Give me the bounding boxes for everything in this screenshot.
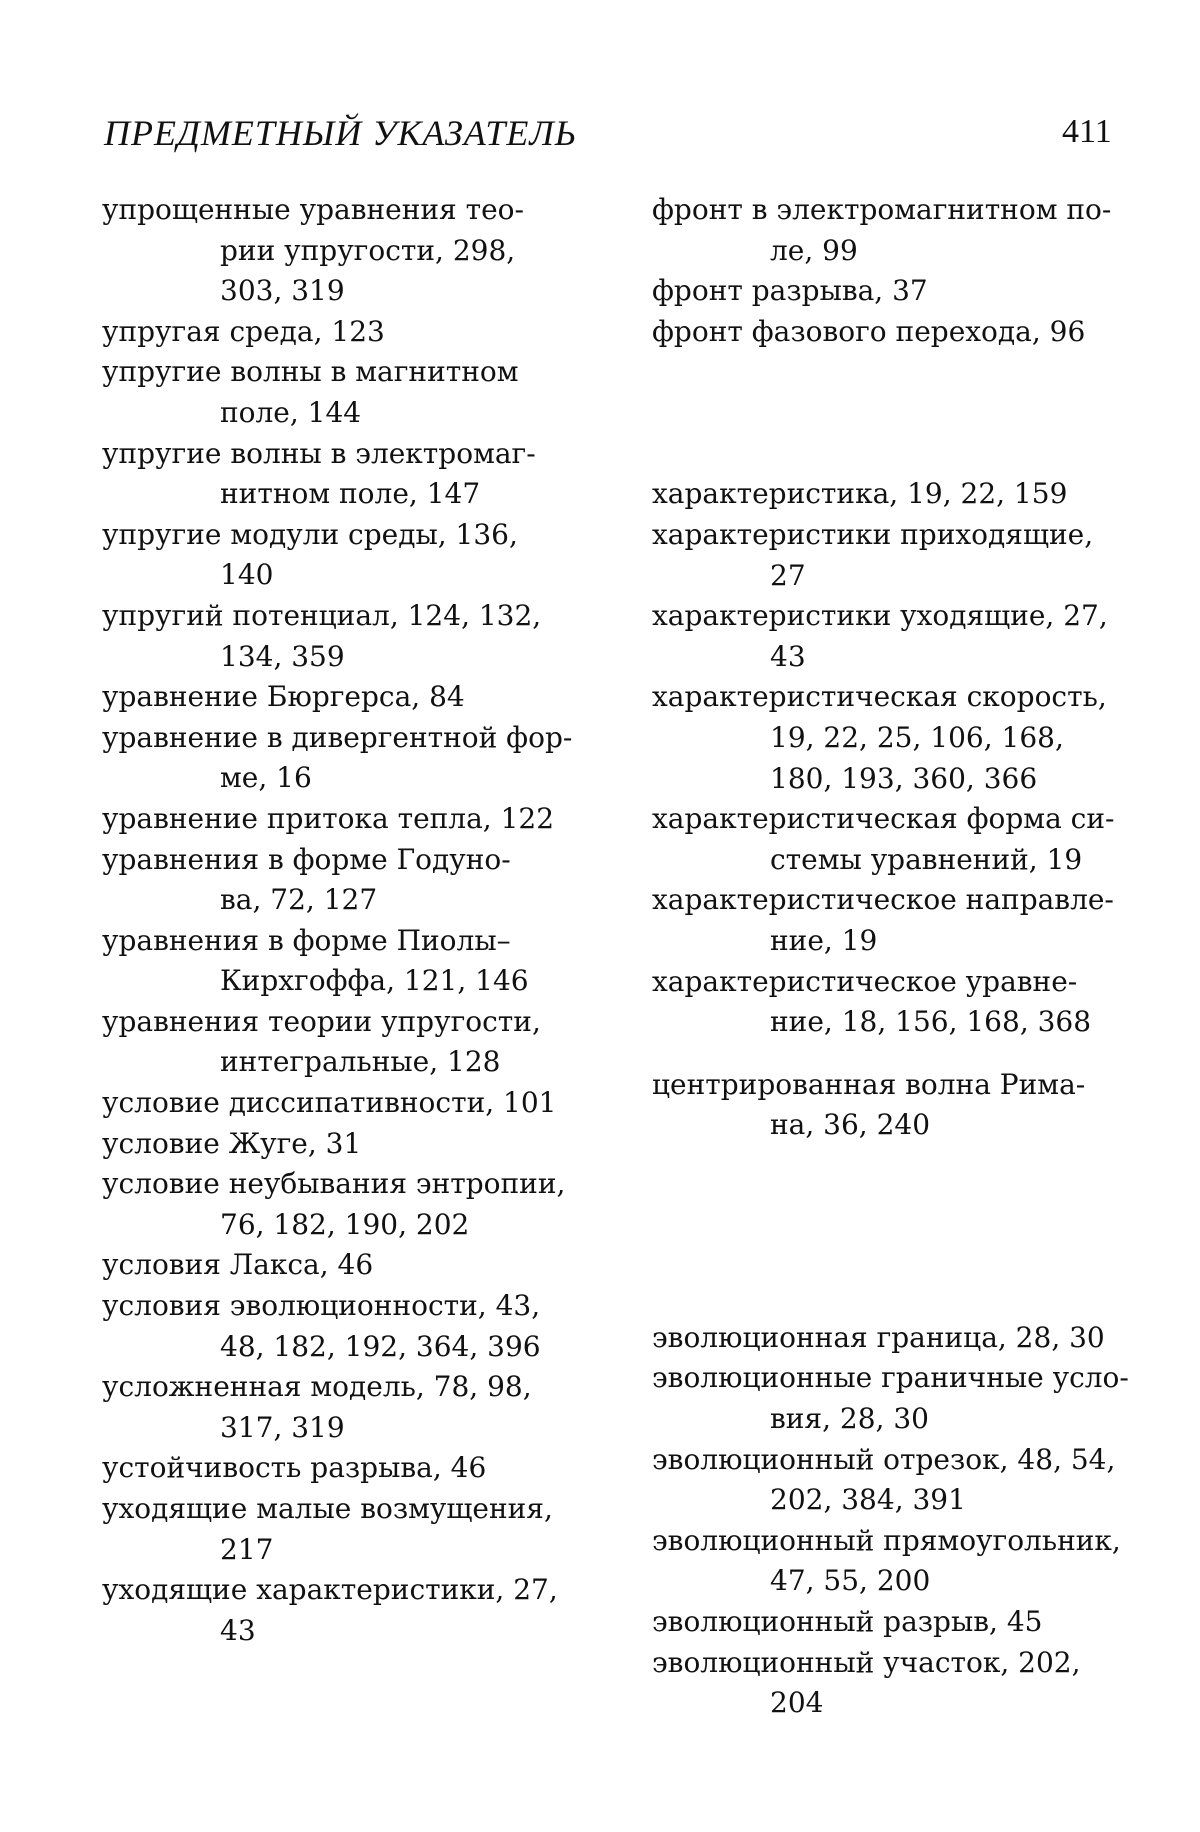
index-entry: [652, 596, 1132, 677]
index-entry-continuation: 204: [770, 1686, 824, 1720]
group-spacer: [652, 1043, 1132, 1065]
index-entry: [652, 1065, 1132, 1146]
index-entry-heading: условие Жуге, 31: [102, 1126, 362, 1160]
index-entry-heading: эволюционные граничные усло-: [652, 1361, 1129, 1395]
index-group-f: [652, 190, 1132, 352]
index-entry: [652, 312, 1132, 353]
index-entry-heading: уходящие характеристики, 27,: [102, 1573, 558, 1607]
index-entry-heading: эволюционный участок, 202,: [652, 1645, 1081, 1679]
index-entry-heading: эволюционный прямоугольник,: [652, 1523, 1121, 1557]
index-entry-continuation: Кирхгоффа, 121, 146: [220, 964, 529, 998]
index-entry-heading: упругие модули среды, 136,: [102, 517, 518, 551]
index-entry-heading: упругая среда, 123: [102, 314, 385, 348]
index-entry-heading: эволюционная граница, 28, 30: [652, 1320, 1105, 1354]
group-spacer: [652, 1146, 1132, 1318]
index-entry: [102, 921, 572, 1002]
index-entry-heading: уходящие малые возмущения,: [102, 1492, 553, 1525]
index-entry-heading: упругие волны в электромаг-: [102, 436, 536, 470]
index-entry: [102, 312, 572, 353]
index-entry-continuation: 317, 319: [220, 1410, 345, 1444]
index-entry: [652, 677, 1132, 799]
index-entry-continuation: интегральные, 128: [220, 1045, 501, 1079]
index-entry-heading: уравнения в форме Годуно-: [102, 842, 511, 876]
index-entry-continuation: ме, 16: [220, 761, 312, 795]
index-entry: [652, 1643, 1132, 1724]
index-group-e: [652, 1318, 1132, 1724]
index-entry: [652, 1358, 1132, 1439]
index-entry-heading: усложненная модель, 78, 98,: [102, 1370, 532, 1404]
index-entry: [652, 1521, 1132, 1602]
index-entry: [102, 1570, 572, 1651]
index-entry-heading: устойчивость разрыва, 46: [102, 1451, 487, 1485]
index-entry-heading: характеристическое уравне-: [652, 964, 1078, 998]
index-entry-heading: уравнение Бюргерса, 84: [102, 680, 465, 714]
index-entry-continuation: поле, 144: [220, 395, 362, 429]
index-entry: [102, 352, 572, 433]
index-entry: [102, 1124, 572, 1165]
index-entry: [102, 1002, 572, 1083]
index-entry-heading: характеристическая скорость,: [652, 680, 1107, 714]
index-entry-heading: фронт фазового перехода, 96: [652, 314, 1086, 348]
index-entry-continuation: ние, 18, 156, 168, 368: [770, 1005, 1092, 1039]
index-entry: [102, 840, 572, 921]
index-entry-heading: условия эволюционности, 43,: [102, 1289, 541, 1323]
index-entry-continuation: нитном поле, 147: [220, 477, 481, 511]
index-entry-heading: условие неубывания энтропии,: [102, 1167, 566, 1201]
index-entry-heading: фронт в электромагнитном по-: [652, 193, 1112, 226]
index-entry-heading: упругий потенциал, 124, 132,: [102, 598, 542, 632]
index-entry-continuation: ле, 99: [770, 233, 858, 267]
index-entry-heading: условия Лакса, 46: [102, 1248, 374, 1282]
index-entry-heading: эволюционный отрезок, 48, 54,: [652, 1442, 1116, 1476]
index-entry: [102, 799, 572, 840]
index-group-h: [652, 474, 1132, 1042]
index-entry-heading: уравнения в форме Пиолы–: [102, 923, 511, 957]
index-entry-continuation: 47, 55, 200: [770, 1564, 931, 1598]
index-entry-heading: условие диссипативности, 101: [102, 1086, 557, 1120]
index-entry-heading: характеристическая форма си-: [652, 802, 1115, 836]
index-entry-continuation: 217: [220, 1532, 274, 1566]
index-entry: [102, 1286, 572, 1367]
index-entry-heading: уравнения теории упругости,: [102, 1004, 541, 1038]
index-entry: [102, 1489, 572, 1570]
index-entry: [102, 1448, 572, 1489]
index-entry: [102, 677, 572, 718]
page-number: 411: [1062, 113, 1112, 150]
index-entry-heading: характеристическое направле-: [652, 883, 1114, 917]
index-entry: [102, 1367, 572, 1448]
index-entry-continuation: 48, 182, 192, 364, 396: [220, 1329, 541, 1363]
index-entry: [102, 515, 572, 596]
index-entry-heading: характеристики уходящие, 27,: [652, 599, 1108, 633]
index-entry: [652, 1602, 1132, 1643]
index-entry: [652, 474, 1132, 515]
index-entry-continuation: 43: [220, 1613, 256, 1647]
index-entry-continuation: 43: [770, 639, 806, 673]
index-entry: [652, 515, 1132, 596]
index-entry: [652, 962, 1132, 1043]
index-entry: [102, 434, 572, 515]
index-entry-heading: центрированная волна Рима-: [652, 1067, 1086, 1101]
index-entry: [102, 596, 572, 677]
index-entry-continuation: вия, 28, 30: [770, 1402, 929, 1436]
group-spacer: [652, 352, 1132, 474]
index-entry: [652, 271, 1132, 312]
index-group-c: [652, 1065, 1132, 1146]
index-column-right: [652, 190, 1132, 1724]
index-entry-heading: уравнение притока тепла, 122: [102, 801, 555, 835]
index-entry-continuation: ние, 19: [770, 923, 878, 957]
index-entry: [652, 880, 1132, 961]
index-entry-heading: фронт разрыва, 37: [652, 274, 928, 308]
index-entry: [652, 190, 1132, 271]
index-entry-heading: эволюционный разрыв, 45: [652, 1605, 1043, 1639]
index-entry-continuation: стемы уравнений, 19: [770, 842, 1083, 876]
index-entry-continuation: на, 36, 240: [770, 1108, 931, 1142]
index-entry: [102, 1245, 572, 1286]
index-entry: [652, 799, 1132, 880]
index-entry: [102, 190, 572, 312]
index-entry-heading: характеристики приходящие,: [652, 517, 1094, 551]
index-entry: [652, 1318, 1132, 1359]
index-entry-continuation: 303, 319: [220, 274, 345, 308]
index-entry-continuation: 134, 359: [220, 639, 345, 673]
index-entry: [102, 1164, 572, 1245]
index-entry-continuation: 140: [220, 558, 274, 592]
index-entry-continuation: 202, 384, 391: [770, 1483, 966, 1517]
index-entry-continuation: 180, 193, 360, 366: [770, 761, 1038, 795]
index-entry-heading: упрощенные уравнения тео-: [102, 193, 524, 226]
index-entry-heading: упругие волны в магнитном: [102, 355, 519, 389]
page-title: ПРЕДМЕТНЫЙ УКАЗАТЕЛЬ: [104, 113, 577, 153]
index-entry-continuation: рии упругости, 298,: [220, 233, 516, 267]
index-entry-continuation: 19, 22, 25, 106, 168,: [770, 720, 1064, 754]
index-entry: [102, 1083, 572, 1124]
index-entry-continuation: ва, 72, 127: [220, 883, 378, 917]
index-entry: [102, 718, 572, 799]
index-entry-continuation: 76, 182, 190, 202: [220, 1207, 470, 1241]
index-entry-heading: уравнение в дивергентной фор-: [102, 720, 573, 754]
index-column-left: [102, 190, 572, 1651]
index-entry-continuation: 27: [770, 558, 806, 592]
index-entry-heading: характеристика, 19, 22, 159: [652, 477, 1068, 511]
index-entry: [652, 1440, 1132, 1521]
